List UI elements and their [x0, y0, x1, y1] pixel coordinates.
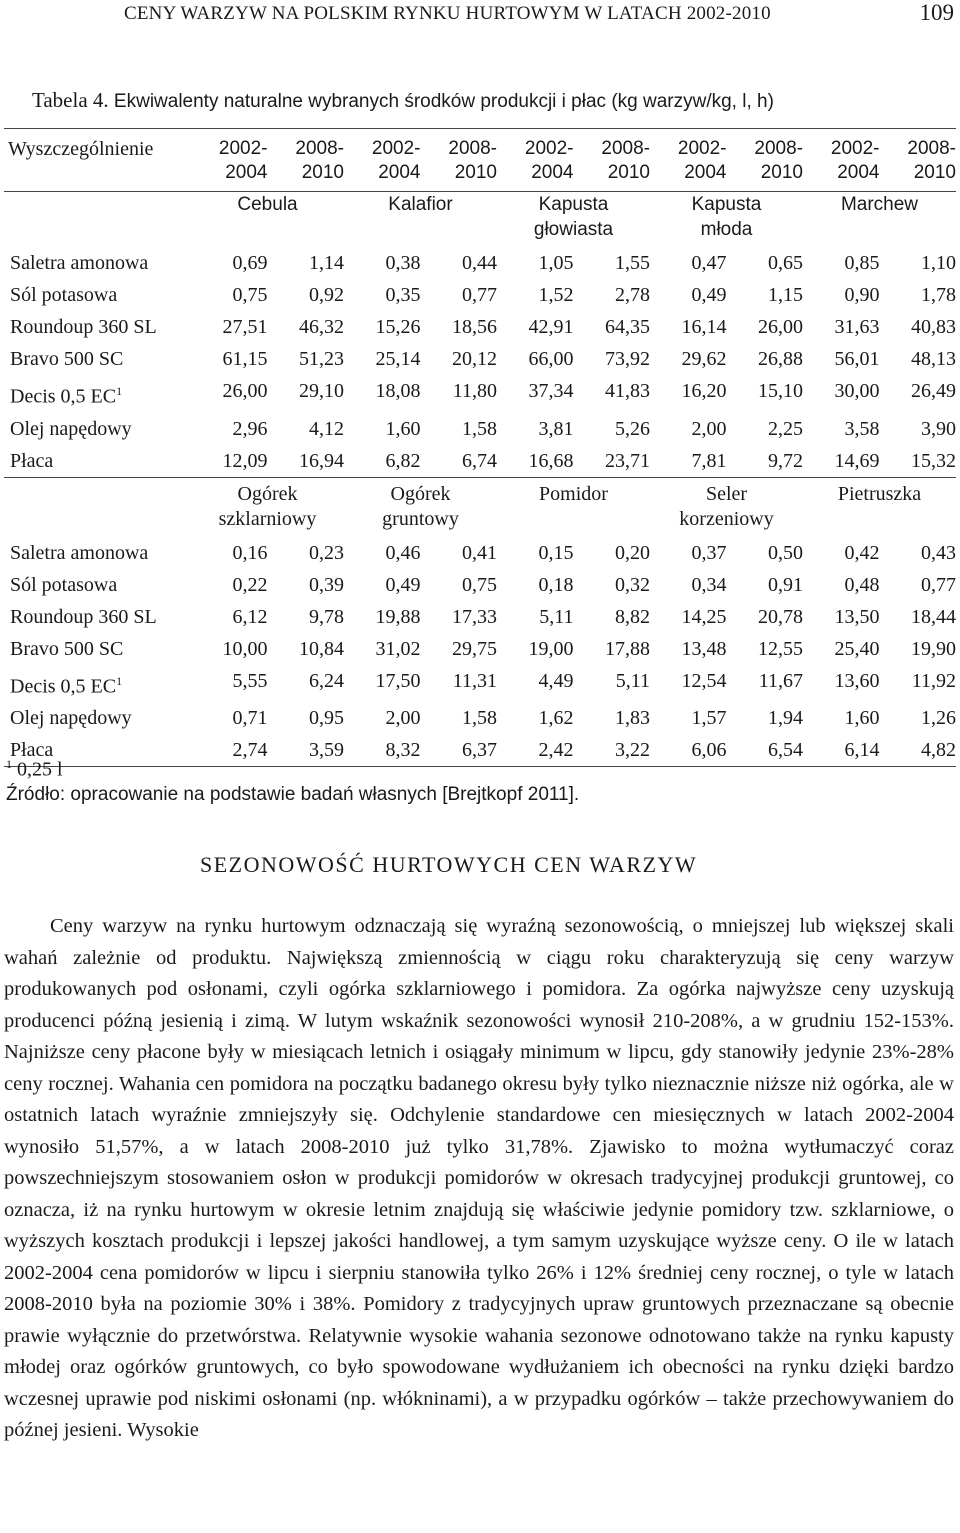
table-cell: 37,34 [528, 380, 574, 402]
table-cell: 6,74 [462, 449, 497, 472]
row-label-text: Olej napędowy [10, 417, 132, 440]
table-caption-text: Ekwiwalenty naturalne wybranych środków produkcji i płac (kg warzyw/kg, l, h) [113, 91, 774, 112]
row-label-text: Saletra amonowa [10, 252, 149, 274]
table-cell: 12,55 [758, 637, 803, 660]
table-cell: 1,52 [538, 284, 574, 306]
table-row [4, 279, 956, 311]
table-cell: 1,62 [538, 707, 574, 730]
table-caption-label: Tabela 4. [32, 88, 109, 112]
table-cell: 2,00 [691, 417, 727, 440]
vegetable-group-label: Kapusta młoda [691, 194, 762, 240]
table-cell: 26,49 [911, 380, 956, 402]
table-cell: 16,20 [681, 380, 727, 402]
table-cell: 0,69 [232, 252, 268, 274]
year-header-cell: 2008- 2010 [448, 138, 497, 183]
row-label-text: Sól potasowa [10, 284, 118, 306]
table-cell: 1,14 [309, 252, 344, 274]
table-cell: 31,63 [834, 316, 880, 338]
table-cell: 9,78 [309, 605, 344, 628]
table-row [4, 734, 956, 767]
table-cell: 1,58 [462, 707, 497, 730]
row-label [4, 569, 191, 601]
table-cell: 0,48 [844, 573, 880, 596]
footnote-reference: 1 [116, 673, 123, 688]
table-cell: 15,10 [758, 380, 803, 402]
row-label [4, 445, 191, 478]
table-cell: 17,33 [452, 605, 497, 628]
row-label [4, 537, 191, 569]
table-cell: 0,75 [462, 573, 497, 596]
table-cell: 0,71 [232, 707, 268, 730]
table-cell: 7,81 [691, 449, 727, 472]
table-cell: 10,00 [222, 637, 268, 660]
table-cell: 1,83 [615, 707, 650, 730]
table-cell: 2,00 [385, 707, 421, 730]
table-cell: 25,14 [375, 348, 421, 370]
table-cell: 25,40 [834, 637, 880, 660]
table-cell: 2,74 [232, 739, 268, 762]
table-cell: 29,62 [681, 348, 727, 370]
table-cell: 0,47 [691, 252, 727, 274]
table-cell: 2,25 [768, 417, 803, 440]
table-cell: 19,90 [911, 637, 956, 660]
table-cell: 2,96 [232, 417, 268, 440]
table-cell: 0,22 [232, 573, 268, 596]
table-cell: 1,57 [691, 707, 727, 730]
table-cell: 41,83 [605, 380, 650, 402]
table-cell: 26,00 [222, 380, 268, 402]
footnote-reference: 1 [116, 384, 123, 398]
year-header-cell: 2008- 2010 [601, 138, 650, 183]
vegetable-group-label: Seler korzeniowy [679, 482, 774, 530]
table-cell: 64,35 [605, 316, 650, 338]
table-cell: 42,91 [528, 316, 574, 338]
year-header-cell: 2008- 2010 [295, 138, 344, 183]
table-cell: 0,15 [538, 541, 574, 564]
table-cell: 1,94 [768, 707, 803, 730]
table-cell: 5,26 [615, 417, 650, 440]
page-number: 109 [919, 0, 954, 25]
body-text [4, 911, 954, 1447]
row-label-text: Decis 0,5 EC [10, 675, 117, 698]
group-header-row [4, 477, 956, 537]
table-cell: 6,12 [232, 605, 268, 628]
table-cell: 48,13 [911, 348, 956, 370]
table-cell: 18,56 [452, 316, 497, 338]
table-cell: 12,54 [681, 669, 727, 692]
table-cell: 16,68 [528, 449, 574, 472]
footnote-marker: 1 [6, 757, 12, 771]
table-cell: 4,12 [309, 417, 344, 440]
table-cell: 73,92 [605, 348, 650, 370]
row-label [4, 601, 191, 633]
table-cell: 0,46 [385, 541, 421, 564]
table-caption [32, 88, 774, 113]
table-cell: 1,60 [844, 707, 880, 730]
row-label [4, 279, 191, 311]
table-row [4, 247, 956, 279]
year-header-row [4, 129, 956, 192]
table-cell: 0,18 [538, 573, 574, 596]
table-cell: 0,41 [462, 541, 497, 564]
row-label-text: Saletra amonowa [10, 541, 149, 564]
table-row [4, 702, 956, 734]
year-header-cell: 2008- 2010 [754, 138, 803, 183]
body-paragraph: Ceny warzyw na rynku hurtowym odznaczają się wyraźną sezonowością, o mniejszej lub większej skali wahań zależnie od produktu. Największą zmiennością w ciągu roku charakteryzują się ceny warzyw produkowanych pod osłonami, czyli ogórka szklarniowego i pomidora. Za ogórka najwyższe ceny uzyskują producenci późną jesienią i zimą. W lutym wskaźnik sezonowości wynosił 210-208%, a w grudniu 152-153%. Najniższe ceny płacone były w miesiącach letnich i osiągały minimum w lipcu, gdy stanowiły jedynie 23%-28% ceny rocznej. Wahania cen pomidora na początku badanego okresu były tylko nieznacznie niższe niż ogórka, ale w ostatnich latach wyraźnie zmniejszyły się. Odchylenie standardowe cen miesięcznych w latach 2002-2004 wynosiło 51,57%, a w latach 2008-2010 już tylko 31,78%. Zjawisko to można wytłumaczyć coraz powszechniejszym stosowaniem osłon w produkcji pomidorów w okresach tradycyjnej produkcji gruntowej, co oznacza, iż na rynku hurtowym w okresie letnim znajdują się właściwie jedynie pomidory tzw. szklarniowe, o wyższych kosztach produkcji i lepszej jakości handlowej, a tym samym uzyskujące wyższe ceny. O ile w latach 2002-2004 cena pomidorów w lipcu i sierpniu stanowiła tylko 26% i 12% średniej ceny rocznej, o tyle w latach 2008-2010 była na poziomie 30% i 38%. Pomidory z tradycyjnych upraw gruntowych przeznaczane są obecnie prawie wyłącznie do przetwórstwa. Relatywnie wysokie wahania sezonowe odnotowano także na rynku kapusty młodej oraz ogórków gruntowych, co było spowodowane wydłużaniem ich obecności na rynku dzięki bardzo wczesnej uprawie pod niskimi osłonami (np. włókninami), a w przypadku ogórków – także przechowywaniem do późnej jesieni. Wysokie [4, 915, 954, 1441]
table-cell: 29,10 [299, 380, 344, 402]
table-cell: 0,65 [768, 252, 803, 274]
table-cell: 4,82 [921, 739, 956, 762]
table-row [4, 601, 956, 633]
year-header-cell: 2002- 2004 [524, 138, 574, 183]
vegetable-group-label: Pomidor [539, 482, 608, 505]
table-cell: 3,81 [538, 417, 574, 440]
table-cell: 20,78 [758, 605, 803, 628]
table-cell: 2,42 [538, 739, 574, 762]
vegetable-group-label: Kalafior [388, 194, 453, 215]
row-label-text: Płaca [10, 449, 54, 472]
table-cell: 66,00 [528, 348, 574, 370]
group-header-row [4, 192, 956, 248]
data-table [4, 128, 956, 767]
table-cell: 0,91 [768, 573, 803, 596]
table-cell: 1,26 [921, 707, 956, 730]
table-cell: 2,78 [615, 284, 650, 306]
table-cell: 6,14 [844, 739, 880, 762]
table-cell: 1,55 [615, 252, 650, 274]
row-label [4, 633, 191, 665]
table-cell: 11,31 [452, 669, 497, 692]
table-cell: 15,26 [375, 316, 421, 338]
table-cell: 1,15 [768, 284, 803, 306]
table-cell: 13,48 [681, 637, 727, 660]
table-cell: 17,88 [605, 637, 650, 660]
table-cell: 5,11 [615, 669, 650, 692]
table-cell: 0,38 [385, 252, 421, 274]
table-cell: 61,15 [222, 348, 268, 370]
table-cell: 8,82 [615, 605, 650, 628]
vegetable-group-label: Ogórek szklarniowy [218, 482, 317, 530]
table-cell: 23,71 [605, 449, 650, 472]
table-cell: 17,50 [375, 669, 421, 692]
row-label-text: Sól potasowa [10, 573, 118, 596]
footnote [6, 757, 63, 782]
table-cell: 46,32 [299, 316, 344, 338]
footnote-text: 0,25 l [12, 758, 63, 781]
table-cell: 3,58 [844, 417, 880, 440]
table-row [4, 537, 956, 569]
table-cell: 0,43 [921, 541, 956, 564]
row-label-text: Bravo 500 SC [10, 637, 124, 660]
year-header-cell: 2008- 2010 [907, 138, 956, 183]
row-label [4, 247, 191, 279]
year-header-cell: 2002- 2004 [677, 138, 727, 183]
table-cell: 11,80 [452, 380, 497, 402]
table-cell: 13,60 [834, 669, 880, 692]
year-header-cell: 2002- 2004 [830, 138, 880, 183]
table-cell: 1,58 [462, 417, 497, 440]
table-cell: 27,51 [222, 316, 268, 338]
table-cell: 16,14 [681, 316, 727, 338]
row-label [4, 702, 191, 734]
table-cell: 0,39 [309, 573, 344, 596]
page-header [0, 0, 960, 40]
table-cell: 18,08 [375, 380, 421, 402]
table-row [4, 665, 956, 703]
table-cell: 0,16 [232, 541, 268, 564]
table-cell: 0,37 [691, 541, 727, 564]
table-cell: 0,92 [309, 284, 344, 306]
year-header-cell: 2002- 2004 [218, 138, 268, 183]
vegetable-group-label: Kapusta głowiasta [533, 194, 614, 240]
table-cell: 1,78 [921, 284, 956, 306]
table-cell: 6,37 [462, 739, 497, 762]
table-row [4, 445, 956, 478]
table-cell: 8,32 [385, 739, 421, 762]
table-cell: 10,84 [299, 637, 344, 660]
table-cell: 0,85 [844, 252, 880, 274]
table-cell: 20,12 [452, 348, 497, 370]
section-heading: SEZONOWOŚĆ HURTOWYCH CEN WARZYW [200, 852, 698, 877]
row-label-text: Bravo 500 SC [10, 348, 124, 370]
vegetable-group-label: Ogórek gruntowy [382, 482, 459, 530]
table-cell: 12,09 [222, 449, 268, 472]
table-cell: 51,23 [299, 348, 344, 370]
table-row [4, 569, 956, 601]
row-label-text: Roundoup 360 SL [10, 605, 157, 628]
table-cell: 19,88 [375, 605, 421, 628]
table-cell: 6,82 [385, 449, 421, 472]
table-cell: 11,67 [758, 669, 803, 692]
table-row [4, 633, 956, 665]
table-cell: 14,25 [681, 605, 727, 628]
table-cell: 18,44 [911, 605, 956, 628]
table-cell: 0,42 [844, 541, 880, 564]
table-row [4, 311, 956, 343]
table-cell: 1,05 [538, 252, 574, 274]
table-cell: 6,24 [309, 669, 344, 692]
group-header-spacer [4, 192, 191, 248]
row-label [4, 665, 191, 703]
row-label [4, 343, 191, 375]
table-cell: 0,77 [462, 284, 497, 306]
table-cell: 0,35 [385, 284, 421, 306]
table-cell: 0,23 [309, 541, 344, 564]
table-cell: 56,01 [834, 348, 880, 370]
table-cell: 0,77 [921, 573, 956, 596]
year-header-cell: 2002- 2004 [371, 138, 421, 183]
table-cell: 0,95 [309, 707, 344, 730]
table-cell: 0,32 [615, 573, 650, 596]
row-label [4, 413, 191, 445]
table-row [4, 375, 956, 413]
table-cell: 0,90 [844, 284, 880, 306]
table-row [4, 343, 956, 375]
table-cell: 16,94 [299, 449, 344, 472]
table-cell: 29,75 [452, 637, 497, 660]
row-label-text: Olej napędowy [10, 707, 132, 730]
table-cell: 11,92 [911, 669, 956, 692]
table-cell: 1,60 [385, 417, 421, 440]
row-label-text: Decis 0,5 EC [10, 385, 117, 408]
table-cell: 0,50 [768, 541, 803, 564]
table-cell: 15,32 [911, 449, 956, 472]
table-cell: 14,69 [834, 449, 880, 472]
vegetable-group-label: Pietruszka [837, 482, 922, 505]
table-cell: 26,88 [758, 348, 803, 370]
table-cell: 6,54 [768, 739, 803, 762]
table-cell: 0,49 [691, 284, 727, 306]
group-header-spacer [4, 477, 191, 537]
table-cell: 4,49 [538, 669, 574, 692]
table-cell: 31,02 [375, 637, 421, 660]
table-cell: 5,11 [539, 605, 574, 628]
running-title: CENY WARZYW NA POLSKIM RYNKU HURTOWYM W LATACH 2002-2010 [124, 3, 771, 24]
table-cell: 5,55 [232, 669, 268, 692]
table-cell: 13,50 [834, 605, 880, 628]
table-cell: 3,22 [615, 739, 650, 762]
table-cell: 0,34 [691, 573, 727, 596]
table-cell: 3,90 [921, 417, 956, 440]
table-cell: 6,06 [691, 739, 727, 762]
source-note: Źródło: opracowanie na podstawie badań własnych [Brejtkopf 2011]. [6, 784, 580, 805]
vegetable-group-label: Marchew [840, 194, 919, 215]
row-label-text: Płaca [10, 739, 54, 762]
table-cell: 0,20 [615, 541, 650, 564]
table-cell: 9,72 [768, 449, 803, 472]
table-cell: 1,10 [921, 252, 956, 274]
row-label-text: Roundoup 360 SL [10, 316, 157, 338]
row-label [4, 311, 191, 343]
column-header-item: Wyszczególnienie [8, 138, 154, 160]
table-cell: 40,83 [911, 316, 956, 338]
table-cell: 3,59 [309, 739, 344, 762]
table-cell: 30,00 [834, 380, 880, 402]
table-cell: 0,44 [462, 252, 497, 274]
table-cell: 0,75 [232, 284, 268, 306]
table-cell: 26,00 [758, 316, 803, 338]
vegetable-group-label: Cebula [237, 194, 298, 215]
table-cell: 19,00 [528, 637, 574, 660]
table-row [4, 413, 956, 445]
row-label [4, 375, 191, 413]
table-cell: 0,49 [385, 573, 421, 596]
